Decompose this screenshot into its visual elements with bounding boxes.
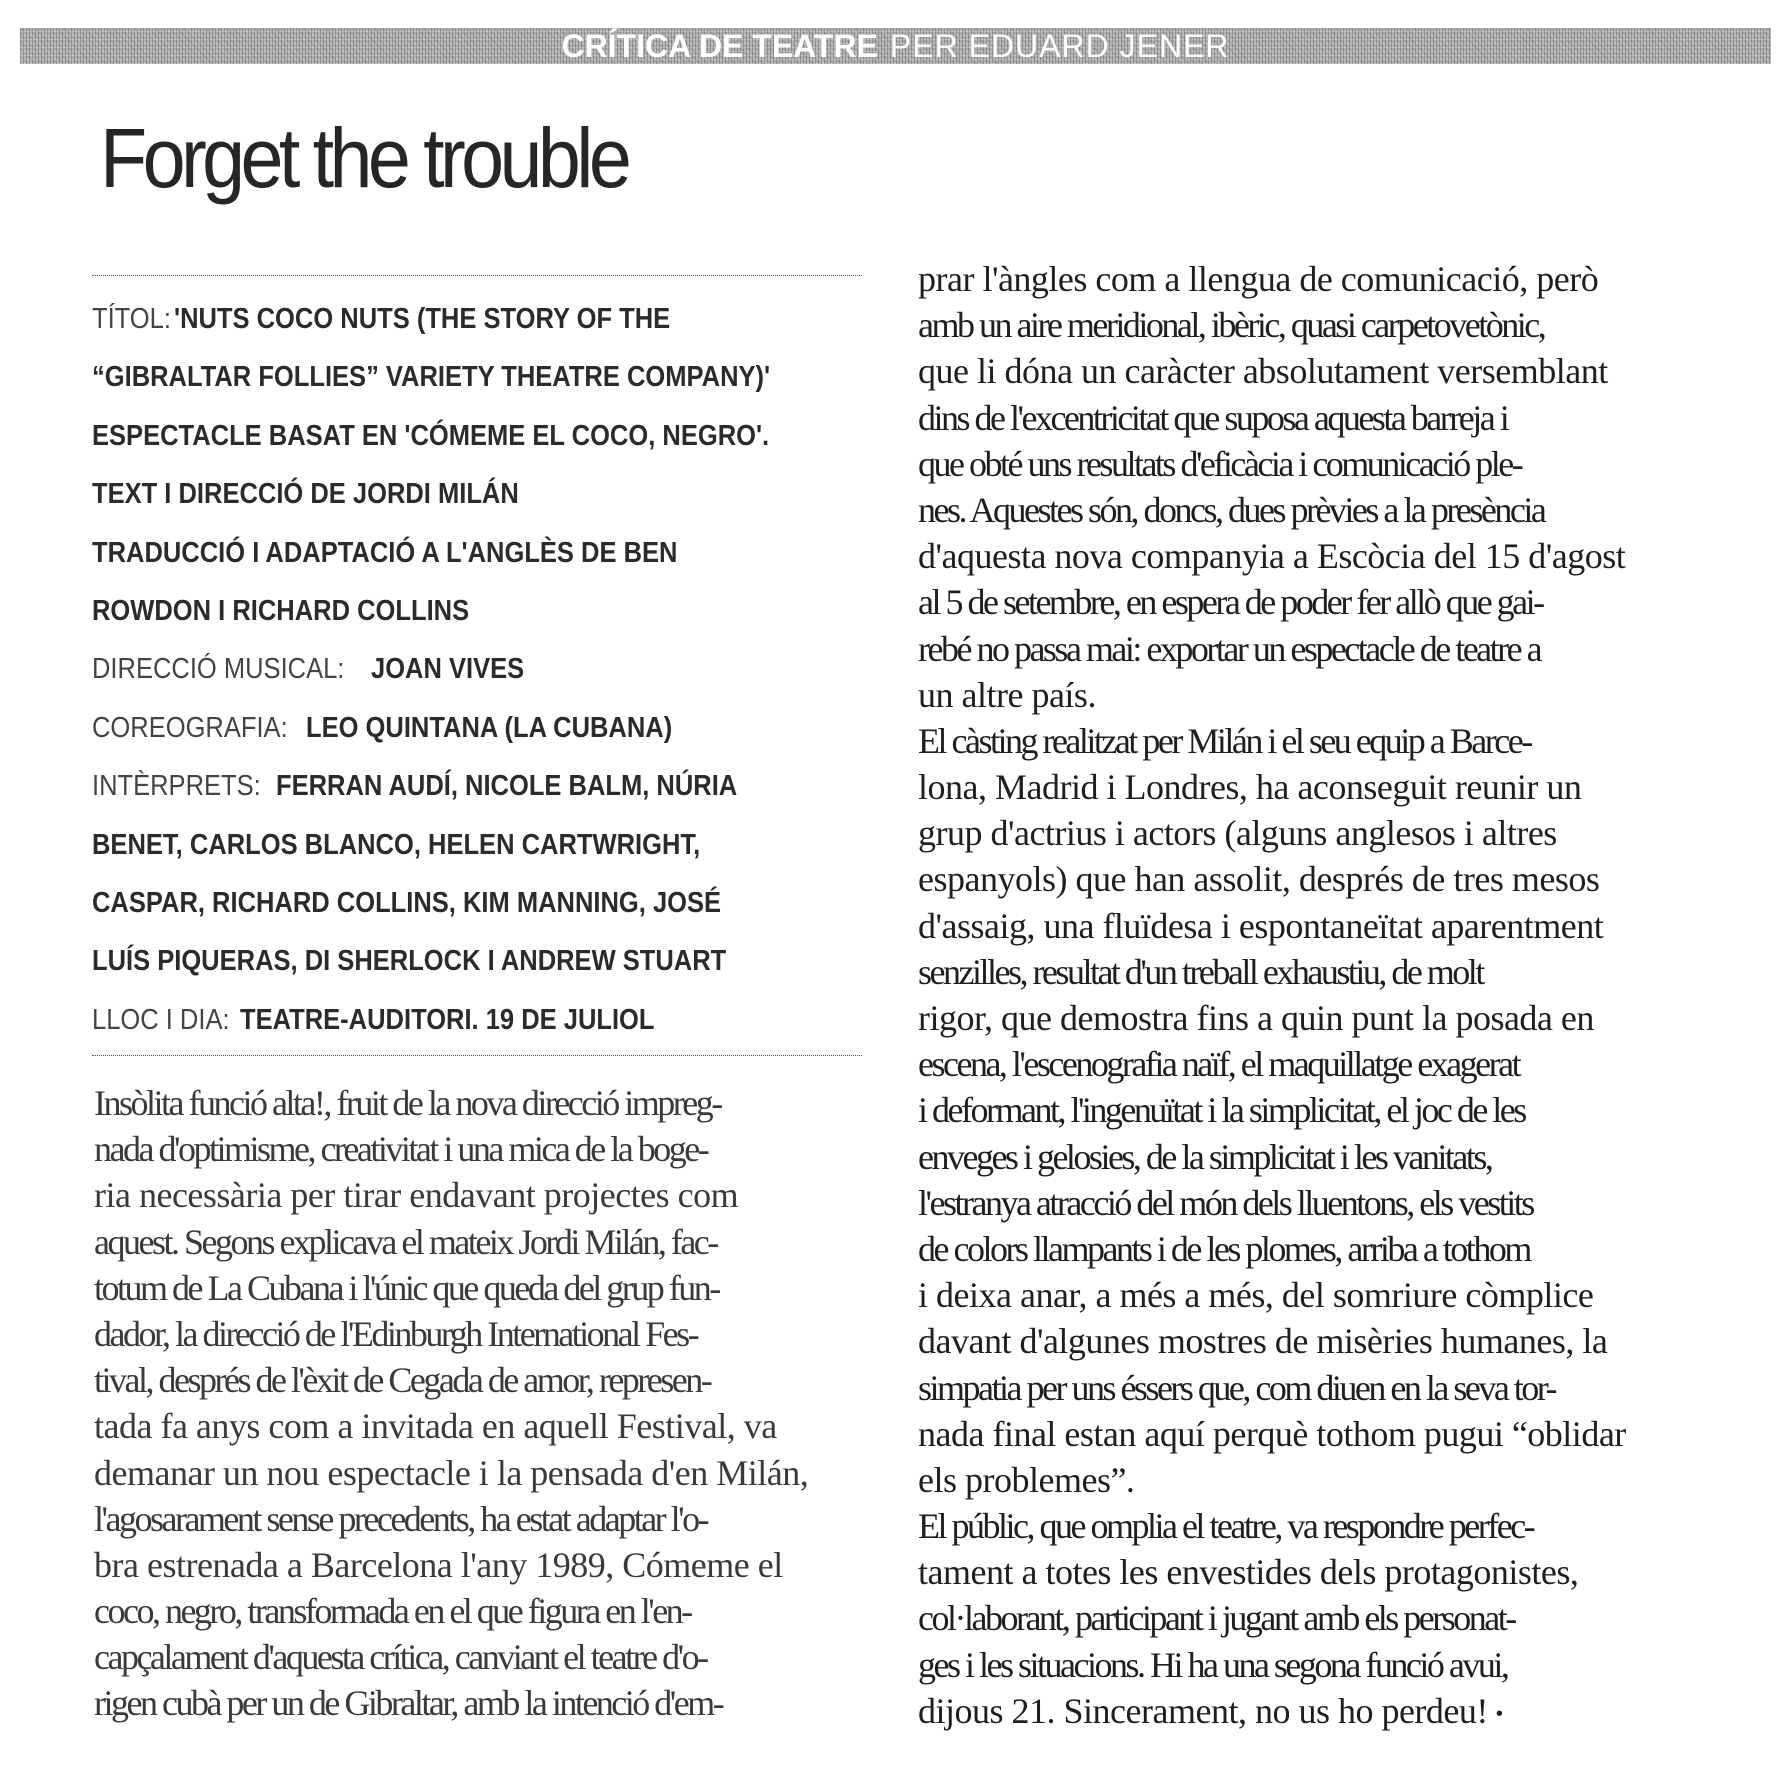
- credit-label: COREOGRAFIA:: [92, 711, 288, 744]
- credit-value: LEO QUINTANA (LA CUBANA): [306, 711, 673, 744]
- body-text: aquest. Segons explicava el mateix Jordi Milán, fac-: [94, 1221, 717, 1262]
- body-text-line: [918, 903, 1698, 949]
- body-text-line: [918, 810, 1698, 856]
- body-text-line: [918, 1087, 1698, 1133]
- body-text: bra estrenada a Barcelona l'any 1989, Cómeme el: [94, 1544, 783, 1585]
- body-text: nada final estan aquí perquè tothom pugui “oblidar: [918, 1413, 1626, 1454]
- body-text-line: [918, 1457, 1698, 1503]
- body-text-line: [918, 1272, 1698, 1318]
- body-text: tament a totes les envestides dels protagonistes,: [918, 1552, 1579, 1593]
- article-body-left-column: [94, 1080, 872, 1727]
- credit-value: FERRAN AUDÍ, NICOLE BALM, NÚRIA: [275, 770, 737, 803]
- body-text-line: [94, 1126, 872, 1172]
- body-text: que obté uns resultats d'eficàcia i comunicació ple-: [918, 443, 1522, 484]
- credit-value: LUÍS PIQUERAS, DI SHERLOCK I ANDREW STUART: [92, 945, 727, 978]
- credit-line: [92, 991, 862, 1049]
- body-text: lona, Madrid i Londres, ha aconseguit reunir un: [918, 767, 1582, 808]
- body-text: rigor, que demostra fins a quin punt la posada en: [918, 998, 1594, 1038]
- body-text-line: [918, 1549, 1698, 1595]
- author-byline: PER EDUARD JENER: [889, 28, 1230, 64]
- body-text: al 5 de setembre, en espera de poder fer allò que gai-: [918, 582, 1543, 623]
- body-text: nes. Aquestes són, doncs, dues prèvies a la presència: [918, 489, 1545, 530]
- body-text-line: [94, 1680, 872, 1726]
- credit-line: [92, 348, 862, 406]
- body-text-line: [918, 856, 1698, 902]
- body-text: capçalament d'aquesta crítica, canviant el teatre d'o-: [94, 1637, 707, 1678]
- body-text-line: [94, 1357, 872, 1403]
- body-text: dador, la direcció de l'Edinburgh International Fes-: [94, 1313, 698, 1354]
- body-text-line: [94, 1634, 872, 1680]
- body-text-line: [918, 764, 1698, 810]
- credit-line: [92, 290, 862, 348]
- credit-value: TEATRE-AUDITORI. 19 DE JULIOL: [240, 1003, 655, 1036]
- credit-value: BENET, CARLOS BLANCO, HELEN CARTWRIGHT,: [92, 828, 701, 861]
- body-text-line: [918, 1226, 1698, 1272]
- body-text-line: [918, 441, 1698, 487]
- body-text: rebé no passa mai: exportar un espectacle de teatre a: [918, 628, 1541, 669]
- credit-line: [92, 465, 862, 523]
- body-text-line: [94, 1450, 872, 1496]
- body-text: i deixa anar, a més a més, del somriure còmplice: [918, 1275, 1594, 1316]
- body-text: tival, després de l'èxit de Cegada de amor, represen-: [94, 1360, 711, 1401]
- body-text-line: [918, 1365, 1698, 1411]
- article-body-right-column: [918, 256, 1698, 1734]
- body-text: d'aquesta nova companyia a Escòcia del 15 d'agost: [918, 536, 1626, 577]
- body-text: prar l'àngles com a llengua de comunicació, però: [918, 259, 1599, 299]
- body-text: que li dóna un caràcter absolutament versemblant: [918, 351, 1608, 392]
- body-text-line: [918, 487, 1698, 533]
- body-text: col·laborant, participant i jugant amb els personat-: [918, 1598, 1515, 1639]
- body-text-line: [918, 672, 1698, 718]
- credit-line: [92, 874, 862, 932]
- credit-line: [92, 524, 862, 582]
- section-banner: [20, 28, 1771, 64]
- credit-value: CASPAR, RICHARD COLLINS, KIM MANNING, JOSÉ: [92, 886, 722, 919]
- body-text-line: [918, 395, 1698, 441]
- body-text-line: [918, 718, 1698, 764]
- body-text-line: [918, 1041, 1698, 1087]
- body-text: simpatia per uns éssers que, com diuen en la seva tor-: [918, 1367, 1556, 1408]
- credit-line: [92, 640, 862, 698]
- body-text: l'estranya atracció del món dels lluentons, els vestits: [918, 1182, 1533, 1223]
- body-text: grup d'actrius i actors (alguns anglesos i altres: [918, 813, 1557, 854]
- body-text-line: [918, 1318, 1698, 1364]
- body-text-line: [918, 1642, 1698, 1688]
- body-text-line: [918, 256, 1698, 302]
- body-text: l'agosarament sense precedents, ha estat adaptar l'o-: [94, 1498, 708, 1539]
- body-text: i deformant, l'ingenuïtat i la simplicitat, el joc de les: [918, 1090, 1525, 1131]
- credit-line: [92, 407, 862, 465]
- body-text: d'assaig, una fluïdesa i espontaneïtat aparentment: [918, 905, 1604, 946]
- credit-line: [92, 932, 862, 990]
- body-text: dijous 21. Sincerament, no us ho perdeu!: [918, 1690, 1488, 1731]
- body-text-line: [918, 1180, 1698, 1226]
- credit-line: [92, 582, 862, 640]
- credit-value: “GIBRALTAR FOLLIES” VARIETY THEATRE COMPANY)': [92, 361, 771, 394]
- credit-value: ESPECTACLE BASAT EN 'CÓMEME EL COCO, NEGRO'.: [92, 419, 770, 452]
- body-text: totum de La Cubana i l'únic que queda del grup fun-: [94, 1267, 719, 1308]
- credits-box: [92, 275, 862, 1056]
- body-text: els problemes”.: [918, 1459, 1135, 1500]
- body-text-line: [94, 1542, 872, 1588]
- body-text: Insòlita funció alta!, fruit de la nova direcció impreg-: [94, 1083, 721, 1123]
- credit-label: INTÈRPRETS:: [92, 770, 261, 803]
- credit-value: JOAN VIVES: [370, 653, 525, 686]
- body-text: un altre país.: [918, 674, 1096, 715]
- body-text: El públic, que omplia el teatre, va respondre perfec-: [918, 1506, 1534, 1547]
- credit-label: TÍTOL:: [92, 303, 171, 335]
- body-text-line: [918, 1134, 1698, 1180]
- body-text-line: [918, 995, 1698, 1041]
- body-text-line: [94, 1588, 872, 1634]
- body-text-line: [918, 1411, 1698, 1457]
- body-text-line: [918, 302, 1698, 348]
- body-text-line: [918, 949, 1698, 995]
- body-text: escena, l'escenografia naïf, el maquillatge exagerat: [918, 1044, 1520, 1085]
- end-mark: •: [1495, 1703, 1503, 1726]
- body-text: de colors llampants i de les plomes, arriba a tothom: [918, 1228, 1530, 1269]
- credit-label: DIRECCIÓ MUSICAL:: [92, 653, 345, 686]
- body-text: enveges i gelosies, de la simplicitat i les vanitats,: [918, 1136, 1492, 1177]
- body-text: davant d'algunes mostres de misèries humanes, la: [918, 1321, 1608, 1362]
- body-text: rigen cubà per un de Gibraltar, amb la intenció d'em-: [94, 1683, 723, 1724]
- credit-value: TRADUCCIÓ I ADAPTACIÓ A L'ANGLÈS DE BEN: [92, 536, 678, 569]
- body-text-line: [94, 1172, 872, 1218]
- body-text-line: [918, 1503, 1698, 1549]
- body-text-line: [94, 1080, 872, 1126]
- body-text-line: [918, 626, 1698, 672]
- body-text: nada d'optimisme, creativitat i una mica de la boge-: [94, 1129, 708, 1170]
- credit-line: [92, 757, 862, 815]
- body-text: ges i les situacions. Hi ha una segona funció avui,: [918, 1644, 1508, 1685]
- body-text: coco, negro, transformada en el que figura en l'en-: [94, 1591, 691, 1632]
- body-text: espanyols) que han assolit, després de tres mesos: [918, 859, 1600, 900]
- credit-value: 'NUTS COCO NUTS (THE STORY OF THE: [173, 303, 670, 335]
- credit-value: ROWDON I RICHARD COLLINS: [92, 594, 470, 627]
- credit-label: LLOC I DIA:: [92, 1003, 230, 1036]
- body-text: demanar un nou espectacle i la pensada d'en Milán,: [94, 1452, 809, 1493]
- body-text-line: [918, 1688, 1698, 1734]
- credit-line: [92, 816, 862, 874]
- body-text-line: [918, 579, 1698, 625]
- body-text-line: [94, 1496, 872, 1542]
- body-text-line: [94, 1265, 872, 1311]
- body-text-line: [94, 1219, 872, 1265]
- body-text: amb un aire meridional, ibèric, quasi carpetovetònic,: [918, 305, 1545, 346]
- body-text: tada fa anys com a invitada en aquell Festival, va: [94, 1406, 777, 1447]
- banner-content: [561, 30, 1229, 62]
- body-text: ria necessària per tirar endavant projectes com: [94, 1175, 739, 1216]
- body-text: El càsting realitzat per Milán i el seu equip a Barce-: [918, 720, 1531, 761]
- body-text-line: [94, 1403, 872, 1449]
- body-text-line: [94, 1311, 872, 1357]
- body-text-line: [918, 1595, 1698, 1641]
- credit-line: [92, 699, 862, 757]
- article-headline: Forget the trouble: [100, 111, 628, 205]
- credit-value: TEXT I DIRECCIÓ DE JORDI MILÁN: [92, 478, 519, 511]
- body-text-line: [918, 348, 1698, 394]
- body-text: dins de l'excentricitat que suposa aquesta barreja i: [918, 397, 1508, 438]
- body-text-line: [918, 533, 1698, 579]
- section-label: CRÍTICA DE TEATRE: [561, 28, 878, 64]
- body-text: senzilles, resultat d'un treball exhaustiu, de molt: [918, 951, 1483, 992]
